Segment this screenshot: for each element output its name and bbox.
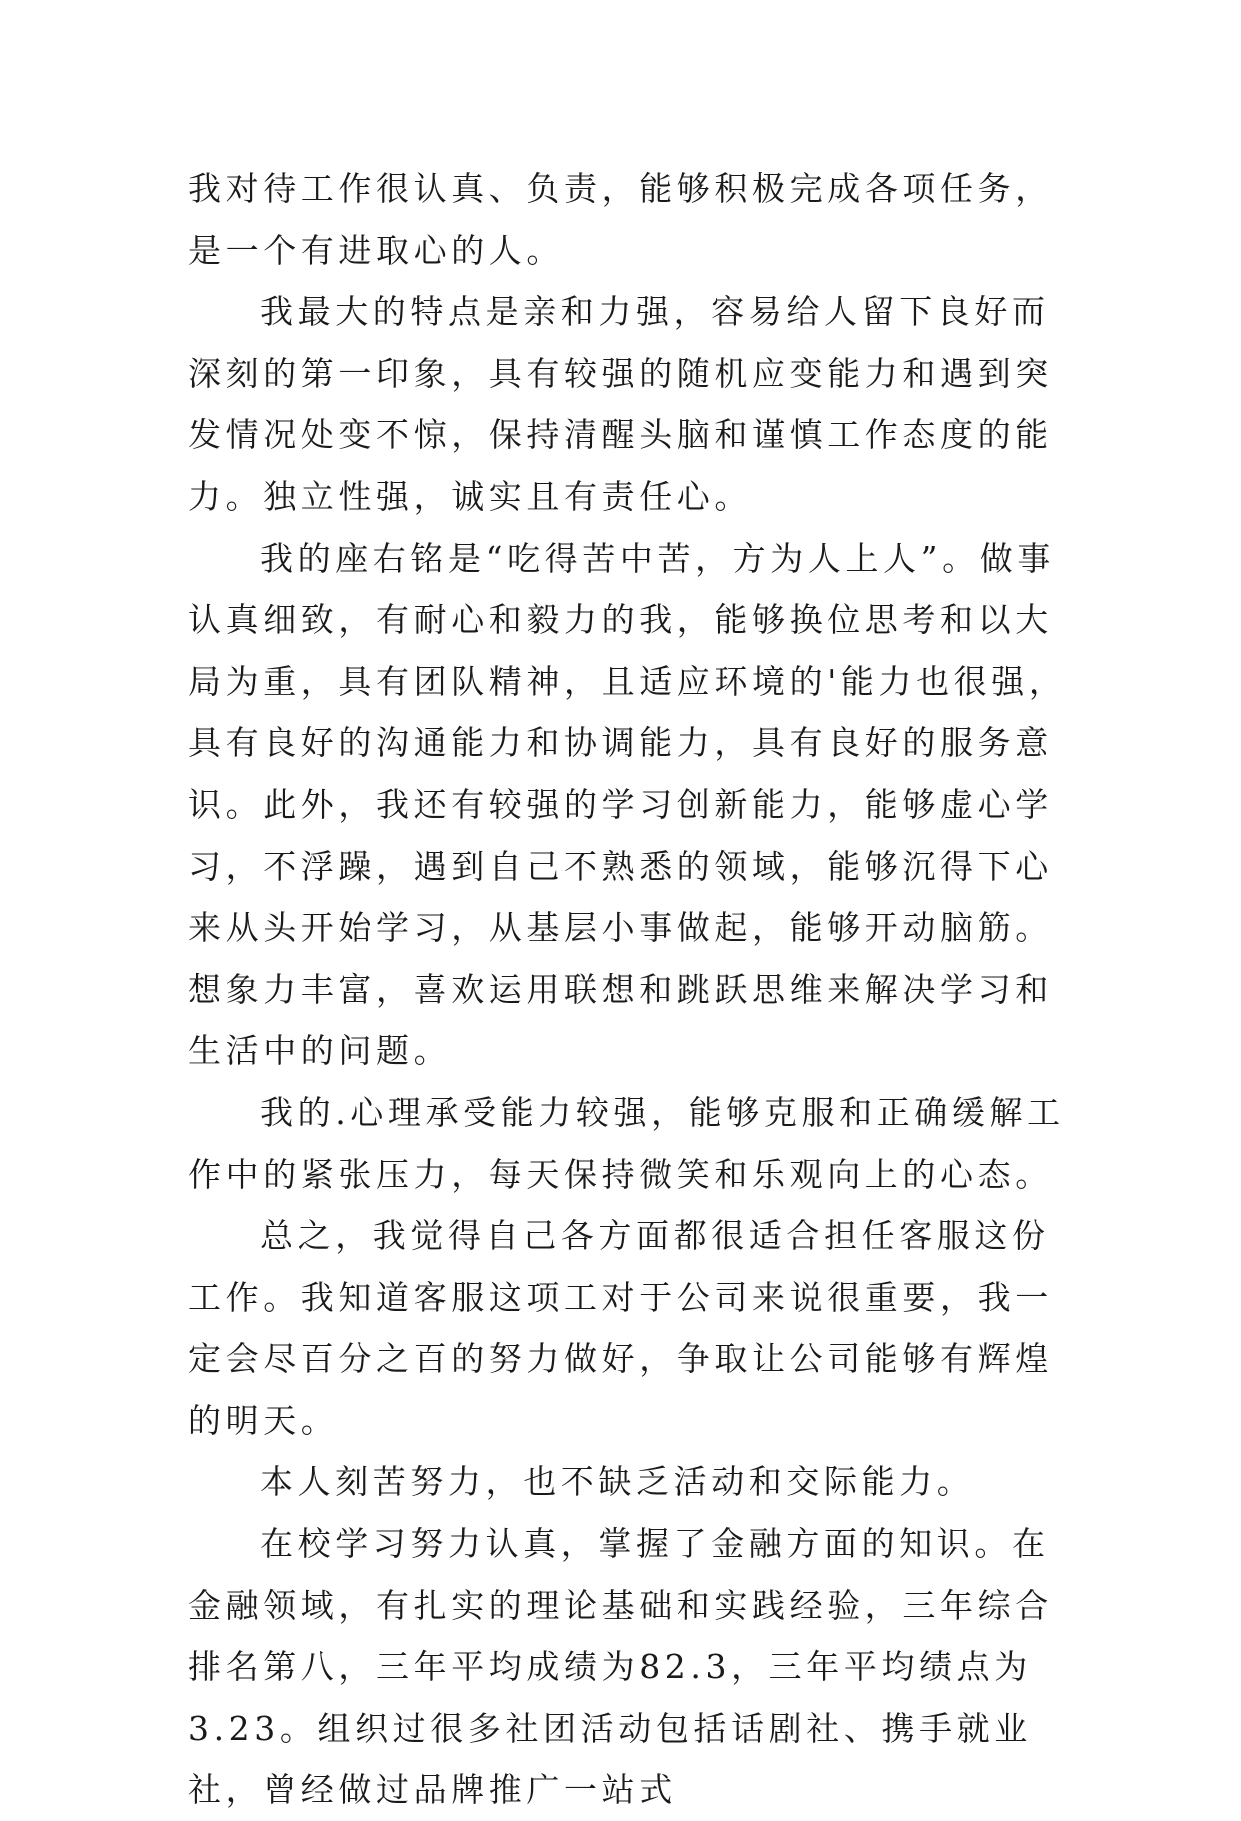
paragraph-intro: 我对待工作很认真、负责，能够积极完成各项任务，是一个有进取心的人。 xyxy=(188,169,1053,270)
document-body xyxy=(188,158,1068,1821)
paragraph-traits: 我最大的特点是亲和力强，容易给人留下良好而深刻的第一印象，具有较强的随机应变能力和遇到突发情况处变不惊，保持清醒头脑和谨慎工作态度的能力。独立性强，诚实且有责任心。 xyxy=(188,292,1053,516)
paragraph-activity: 本人刻苦努力，也不缺乏活动和交际能力。 xyxy=(260,1462,975,1502)
paragraph-motto: 我的座右铭是“吃得苦中苦，方为人上人”。做事认真细致，有耐心和毅力的我，能够换位思考和以大局为重，具有团队精神，且适应环境的'能力也很强，具有良好的沟通能力和协调能力，具有良好的服务意识。此外，我还有较强的学习创新能力，能够虚心学习，不浮躁，遇到自己不熟悉的领域，能够沉得下心来从头开始学习，从基层小事做起，能够开动脑筋。想象力丰富，喜欢运用联想和跳跃思维来解决学习和生活中的问题。 xyxy=(188,538,1067,1071)
paragraph-summary: 总之，我觉得自己各方面都很适合担任客服这份工作。我知道客服这项工对于公司来说很重要，我一定会尽百分之百的努力做好，争取让公司能够有辉煌的明天。 xyxy=(188,1216,1053,1440)
paragraph-education: 在校学习努力认真，掌握了金融方面的知识。在金融领域，有扎实的理论基础和实践经验，三年综合排名第八，三年平均成绩为82.3，三年平均绩点为3.23。组织过很多社团活动包括话剧社、携手就业社，曾经做过品牌推广一站式 xyxy=(188,1524,1053,1810)
paragraph-psychology: 我的.心理承受能力较强，能够克服和正确缓解工作中的紧张压力，每天保持微笑和乐观向上的心态。 xyxy=(188,1092,1065,1194)
